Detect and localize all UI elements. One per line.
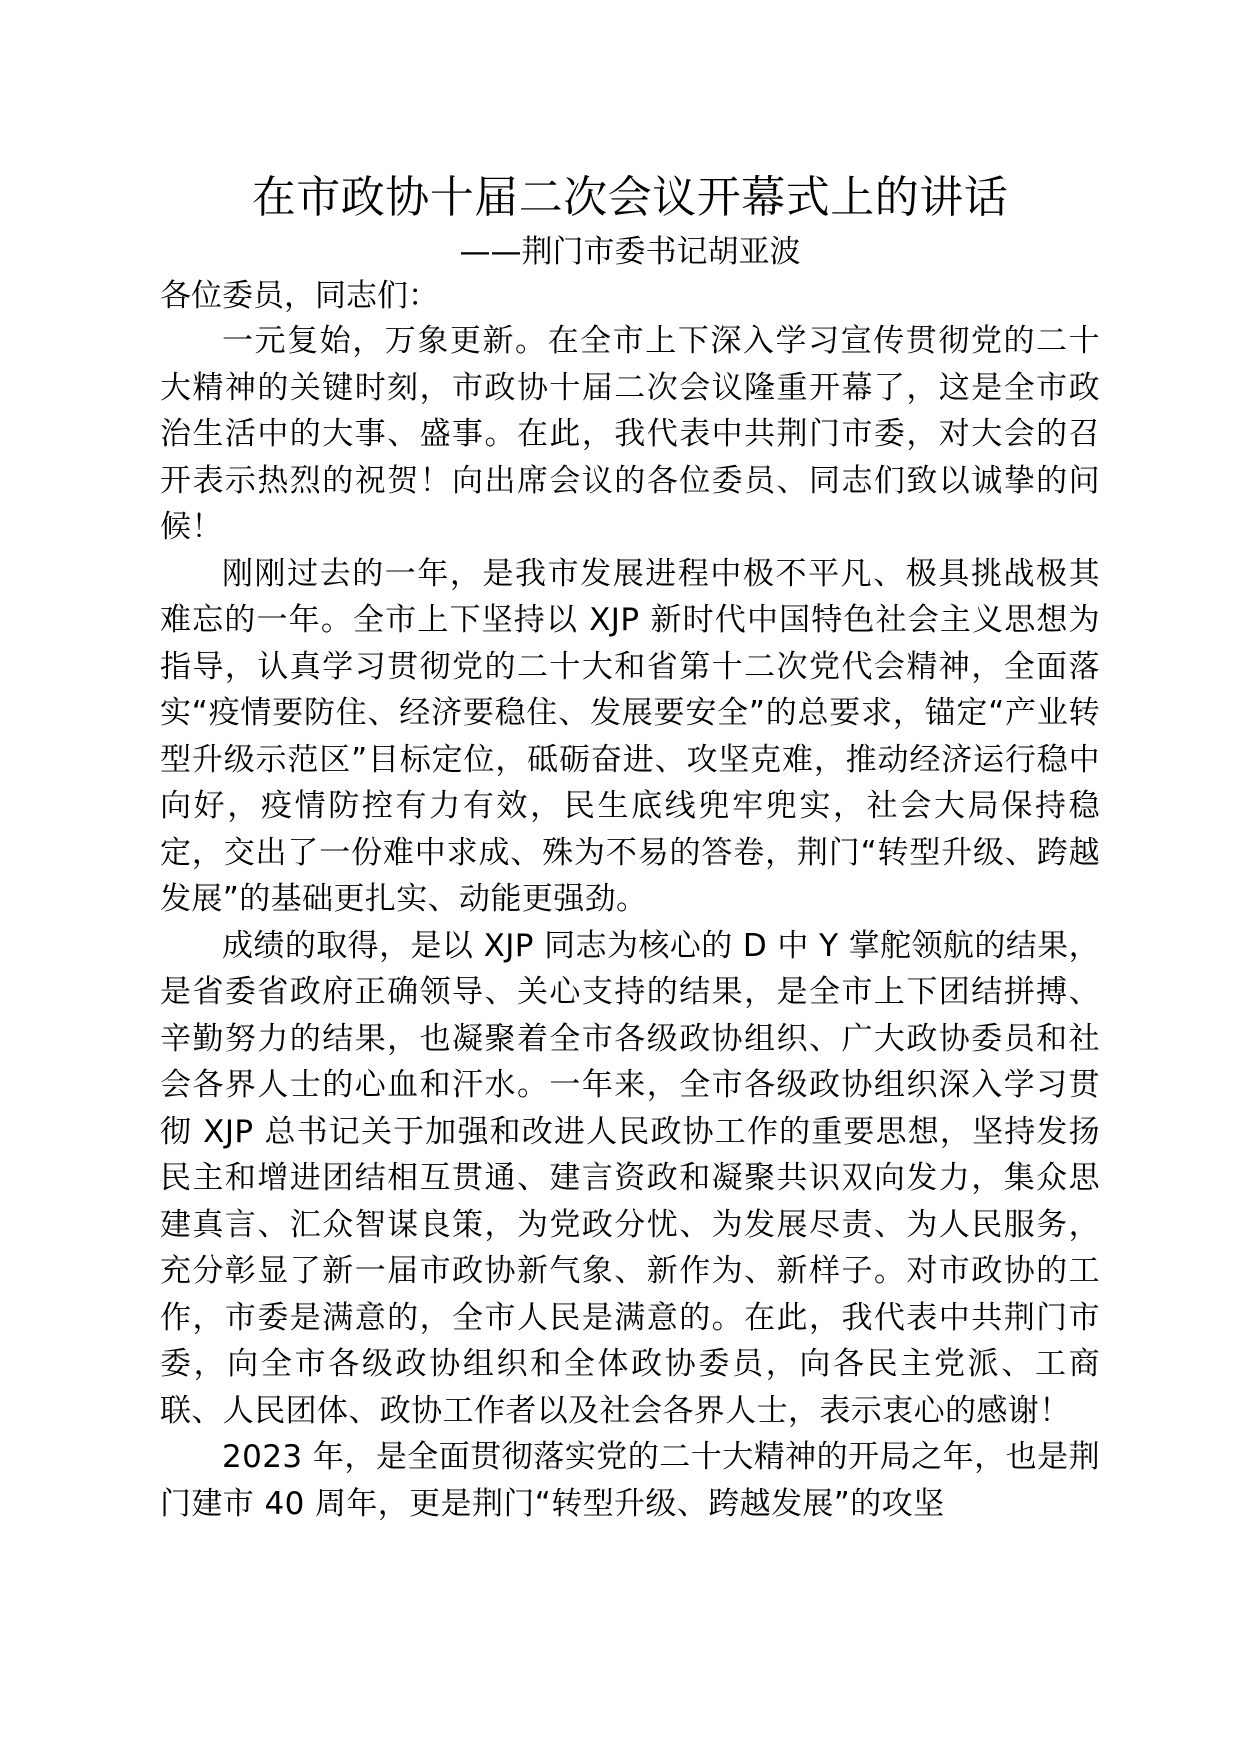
document-body [160, 168, 1100, 1527]
document-subtitle: ——荆门市委书记胡亚波 [459, 234, 801, 270]
paragraph-1: 一元复始，万象更新。在全市上下深入学习宣传贯彻党的二十大精神的关键时刻，市政协十届二次会议隆重开幕了，这是全市政治生活中的大事、盛事。在此，我代表中共荆门市委，对大会的召开表示热烈的祝贺！向出席会议的各位委员、同志们致以诚挚的问候！ [160, 323, 1100, 545]
paragraph-3: 成绩的取得，是以 XJP 同志为核心的 D 中 Y 掌舵领航的结果，是省委省政府正确领导、关心支持的结果，是全市上下团结拼搏、辛勤努力的结果，也凝聚着全市各级政协组织、广大政协委员和社会各界人士的心血和汗水。一年来，全市各级政协组织深入学习贯彻 XJP 总书记关于加强和改进人民政协工作的重要思想，坚持发扬民主和增进团结相互贯通、建言资政和凝聚共识双向发力，集众思建真言、汇众智谋良策，为党政分忧、为发展尽责、为人民服务，充分彰显了新一届市政协新气象、新作为、新样子。对市政协的工作，市委是满意的，全市人民是满意的。在此，我代表中共荆门市委，向全市各级政协组织和全体政协委员，向各民主党派、工商联、人民团体、政协工作者以及社会各界人士，表示衷心的感谢！ [160, 927, 1100, 1429]
paragraph-4: 2023 年，是全面贯彻落实党的二十大精神的开局之年，也是荆门建市 40 周年，更是荆门“转型升级、跨越发展”的攻坚 [160, 1439, 1100, 1522]
paragraph-2: 刚刚过去的一年，是我市发展进程中极不平凡、极具挑战极其难忘的一年。全市上下坚持以 XJP 新时代中国特色社会主义思想为指导，认真学习贯彻党的二十大和省第十二次党代会精神，全面落实“疫情要防住、经济要稳住、发展要安全”的总要求，锚定“产业转型升级示范区”目标定位，砥砺奋进、攻坚克难，推动经济运行稳中向好，疫情防控有力有效，民生底线兜牢兜实，社会大局保持稳定，交出了一份难中求成、殊为不易的答卷，荆门“转型升级、跨越发展”的基础更扎实、动能更强劲。 [160, 555, 1100, 917]
salutation: 各位委员，同志们： [160, 278, 439, 314]
document-title: 在市政协十届二次会议开幕式上的讲话 [251, 172, 1009, 223]
